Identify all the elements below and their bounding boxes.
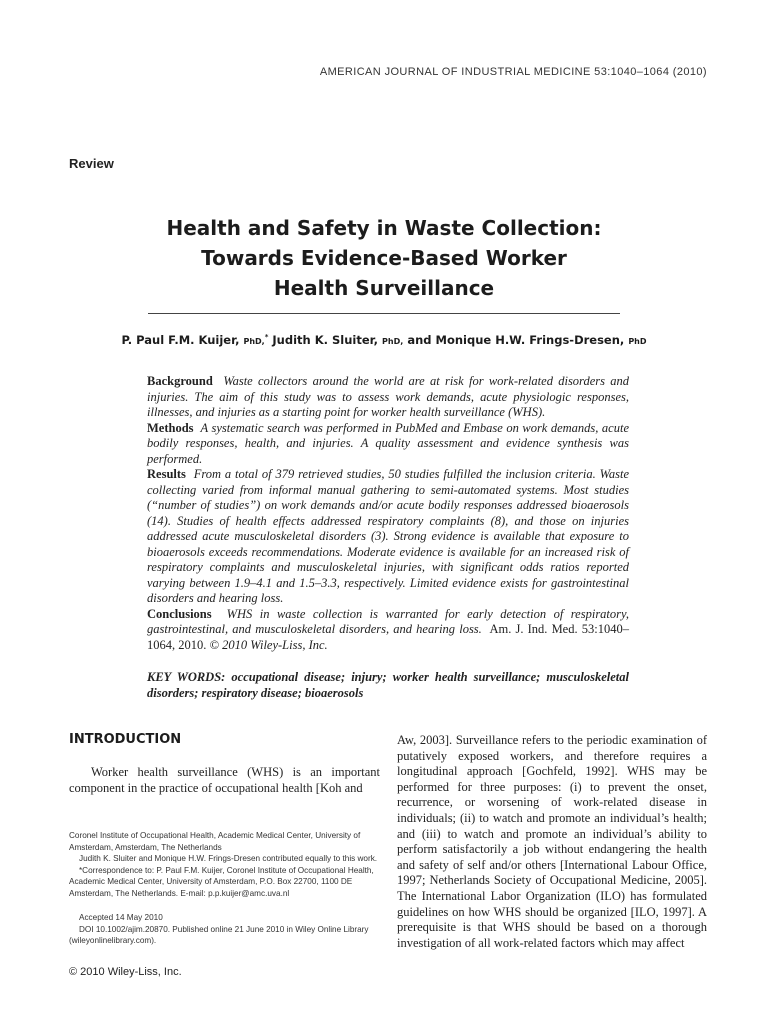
- author-degree: PhD,: [243, 337, 265, 346]
- abstract-section-label: Methods: [147, 420, 194, 435]
- abstract-section-text: Waste collectors around the world are at risk for work-related disorders and injuries. The aim of this study was to assess work demands, acute physiologic responses, illnesses, and injuries as a starting point for worker health surveillance (WHS).: [147, 374, 630, 419]
- article-type-label: Review: [69, 156, 114, 171]
- journal-header: AMERICAN JOURNAL OF INDUSTRIAL MEDICINE 53:1040–1064 (2010): [319, 66, 707, 78]
- abstract-section-text: A systematic search was performed in PubMed and Embase on work demands, acute bodily responses, health, and injuries. A quality assessment and evidence synthesis was performed.: [147, 420, 629, 466]
- author-degree: PhD,: [382, 337, 404, 346]
- copyright-notice: © 2010 Wiley-Liss, Inc.: [69, 966, 182, 978]
- footnote-accepted: Accepted 14 May 2010: [79, 913, 163, 922]
- footnote-contribution: Judith K. Sluiter and Monique H.W. Frings-Dresen contributed equally to this work.: [79, 854, 378, 863]
- abstract-section-label: Results: [147, 467, 186, 481]
- author-name: Judith K. Sluiter,: [272, 333, 379, 347]
- title-line: Health Surveillance: [273, 276, 495, 300]
- footnotes: [69, 830, 385, 947]
- footnote-correspondence: *Correspondence to: P. Paul F.M. Kuijer, Coronel Institute of Occupational Health, Academic Medical Center, University of Amsterdam, P.O. Box 22700, 1100 DE Amsterdam, The Netherlands. E-mail: p.p.kuijer@amc.uva.nl: [69, 865, 374, 898]
- author-degree: PhD: [628, 337, 647, 346]
- author-list: [0, 333, 768, 347]
- journal-citation: Am. J. Ind. Med. 53:1040–1064, 2010.: [147, 622, 629, 652]
- footnote-doi: DOI 10.1002/ajim.20870. Published online 21 June 2010 in Wiley Online Library (wileyonlinelibrary.com).: [69, 924, 369, 945]
- keywords: KEY WORDS: occupational disease; injury; worker health surveillance; musculoskeletal disorders; respiratory disease; bioaerosols: [147, 670, 629, 700]
- title-line: Health and Safety in Waste Collection:: [166, 216, 602, 240]
- abstract-section-label: Background: [147, 374, 213, 388]
- title-divider: [148, 313, 620, 314]
- abstract-section-text: From a total of 379 retrieved studies, 50 studies fulfilled the inclusion criteria. Waste collecting varied from informal manual gathering to semi-automated systems. Most studies (“number of studies”) on work demands and/or acute bodily responses addressed bioaerosols (14). Studies of health effects addressed respiratory complaints (8), and those on injuries addressed acute musculoskeletal disorders (3). Strong evidence is available that exposure to bioaerosols exceeds recommendations. Moderate evidence is available for an increased risk of respiratory complaints and musculoskeletal injuries, with significant odds ratios reported varying between 1.9–4.1 and 1.5–3.3, respectively. Limited evidence exists for gastrointestinal disorders and hearing loss.: [147, 467, 630, 605]
- author-name: P. Paul F.M. Kuijer,: [121, 333, 240, 347]
- abstract-conclusions: [147, 607, 629, 654]
- title-line: Towards Evidence-Based Worker: [201, 246, 567, 270]
- author-name: and Monique H.W. Frings-Dresen,: [407, 333, 625, 347]
- body-paragraph-right: Aw, 2003]. Surveillance refers to the periodic examination of putatively exposed workers, and therefore requires a longitudinal approach [Gochfeld, 1992]. WHS may be performed for three purposes: (i) to prevent the onset, recurrence, or worsening of work-related disease in individuals; (ii) to watch and promote an individual’s health; and (iii) to watch and promote an individual’s ability to perform satisfactorily a job without endangering the health and safety of self and/or others [International Labour Office, 1997; Netherlands Society of Occupational Medicine, 2005]. The International Labor Organization (ILO) has formulated guidelines on how WHS should be organized [ILO, 1997]. A prerequisite is that WHS should be based on a thorough investigation of all work-related factors which may affect: [397, 733, 707, 950]
- section-heading-introduction: INTRODUCTION: [69, 732, 182, 747]
- abstract-results: [147, 467, 629, 607]
- abstract-copyright: © 2010 Wiley-Liss, Inc.: [209, 637, 328, 652]
- body-paragraph-left: Worker health surveillance (WHS) is an important component in the practice of occupational health [Koh and: [69, 765, 380, 795]
- abstract-section-text: WHS in waste collection is warranted for early detection of respiratory, gastrointestinal, and musculoskeletal disorders, and hearing loss.: [147, 606, 630, 636]
- abstract-background: [147, 374, 629, 421]
- abstract: [147, 374, 629, 653]
- abstract-methods: [147, 421, 629, 468]
- abstract-section-label: Conclusions: [147, 606, 212, 621]
- footnote-affiliation: Coronel Institute of Occupational Health, Academic Medical Center, University of Amsterdam, Amsterdam, The Netherlands: [69, 831, 361, 852]
- correspondence-mark: *: [264, 333, 269, 342]
- article-title: [0, 213, 768, 303]
